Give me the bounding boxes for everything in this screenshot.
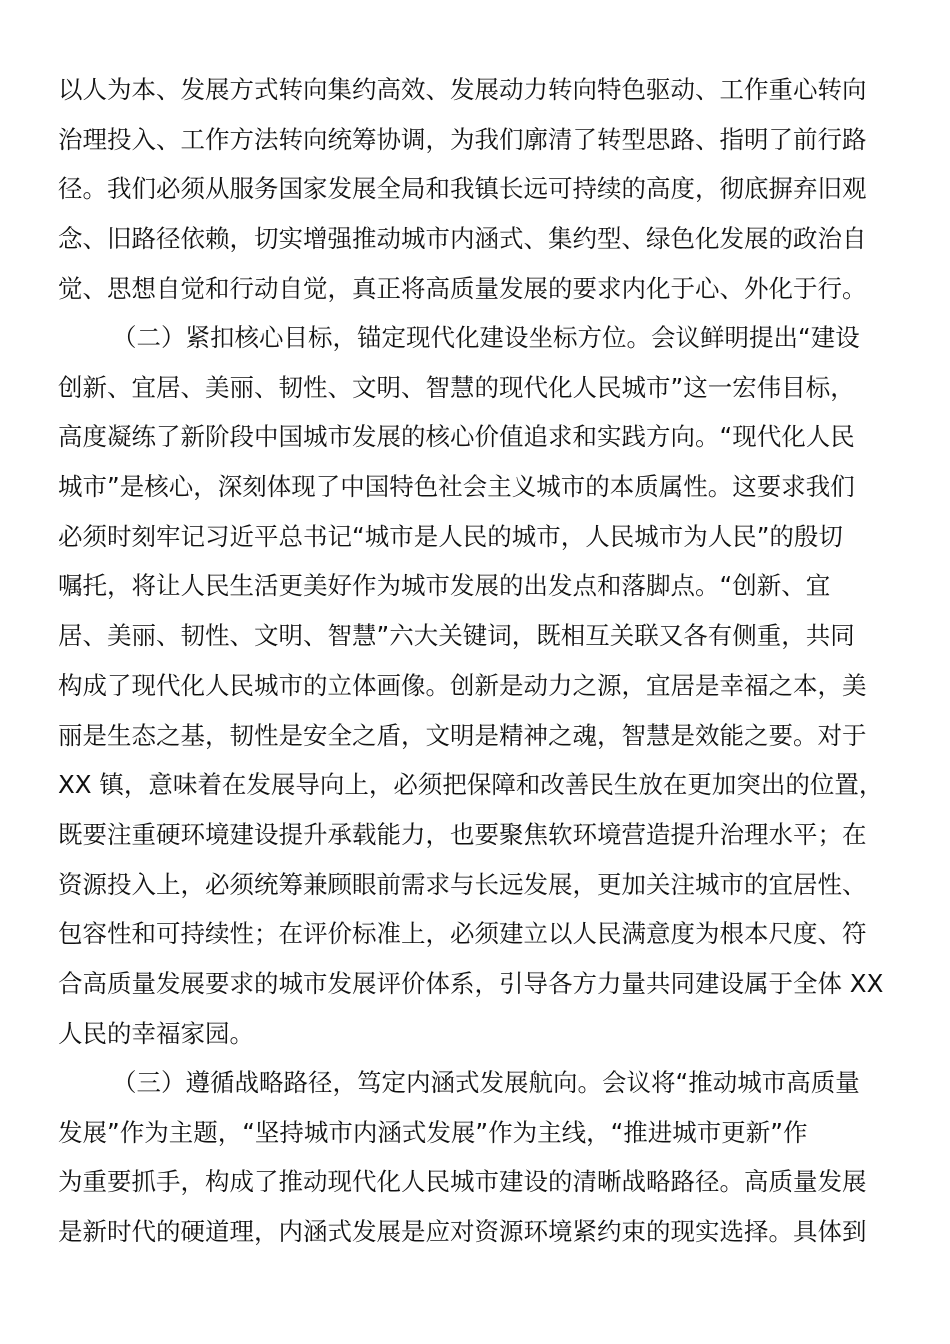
- paragraph-2-line: 包容性和可持续性；在评价标准上，必须建立以人民满意度为根本尺度、符: [58, 919, 867, 949]
- paragraph-1-line: 以人为本、发展方式转向集约高效、发展动力转向特色驱动、工作重心转向: [58, 75, 867, 104]
- paragraph-2-line: 丽是生态之基，韧性是安全之盾，文明是精神之魂，智慧是效能之要。对于: [58, 720, 867, 750]
- paragraph-1: [58, 65, 892, 313]
- paragraph-3-line: 为重要抓手，构成了推动现代化人民城市建设的清晰战略路径。高质量发展: [58, 1167, 867, 1197]
- paragraph-2-line: 创新、宜居、美丽、韧性、文明、智慧的现代化人民城市”这一宏伟目标，: [58, 372, 855, 402]
- paragraph-1-line: 觉、思想自觉和行动自觉，真正将高质量发展的要求内化于心、外化于行。: [58, 273, 867, 303]
- paragraph-3-line: 发展”作为主题，“坚持城市内涵式发展”作为主线，“推进城市更新”作: [58, 1117, 808, 1147]
- paragraph-1-line: 念、旧路径依赖，切实增强推动城市内涵式、集约型、绿色化发展的政治自: [58, 224, 867, 254]
- paragraph-2-line: 合高质量发展要求的城市发展评价体系，引导各方力量共同建设属于全体 XX: [58, 968, 884, 998]
- paragraph-2-line: XX 镇，意味着在发展导向上，必须把保障和改善民生放在更加突出的位置，: [58, 770, 884, 800]
- paragraph-2-line: 构成了现代化人民城市的立体画像。创新是动力之源，宜居是幸福之本，美: [58, 670, 867, 700]
- paragraph-2-line: 人民的幸福家园。: [58, 1018, 254, 1048]
- paragraph-2-line: 既要注重硬环境建设提升承载能力，也要聚焦软环境营造提升治理水平；在: [58, 819, 867, 849]
- paragraph-2-line: 嘱托，将让人民生活更美好作为城市发展的出发点和落脚点。“创新、宜: [58, 571, 831, 601]
- paragraph-2-line: （二）紧扣核心目标，锚定现代化建设坐标方位。会议鲜明提出“建设: [112, 323, 860, 352]
- paragraph-1-line: 径。我们必须从服务国家发展全局和我镇长远可持续的高度，彻底摒弃旧观: [58, 174, 867, 204]
- paragraph-1-line: 治理投入、工作方法转向统筹协调，为我们廓清了转型思路、指明了前行路: [58, 124, 867, 154]
- paragraph-3-line: （三）遵循战略路径，笃定内涵式发展航向。会议将“推动城市高质量: [112, 1068, 860, 1097]
- paragraph-3-line: 是新时代的硬道理，内涵式发展是应对资源环境紧约束的现实选择。具体到: [58, 1217, 867, 1247]
- paragraph-2-line: 高度凝练了新阶段中国城市发展的核心价值追求和实践方向。“现代化人民: [58, 422, 855, 452]
- paragraph-2: [58, 313, 892, 1058]
- paragraph-2-line: 资源投入上，必须统筹兼顾眼前需求与长远发展，更加关注城市的宜居性、: [58, 869, 867, 899]
- paragraph-3: [58, 1058, 892, 1257]
- paragraph-2-line: 居、美丽、韧性、文明、智慧”六大关键词，既相互关联又各有侧重，共同: [58, 621, 855, 651]
- paragraph-2-line: 必须时刻牢记习近平总书记“城市是人民的城市，人民城市为人民”的殷切: [58, 521, 843, 551]
- paragraph-2-line: 城市”是核心，深刻体现了中国特色社会主义城市的本质属性。这要求我们: [58, 472, 855, 502]
